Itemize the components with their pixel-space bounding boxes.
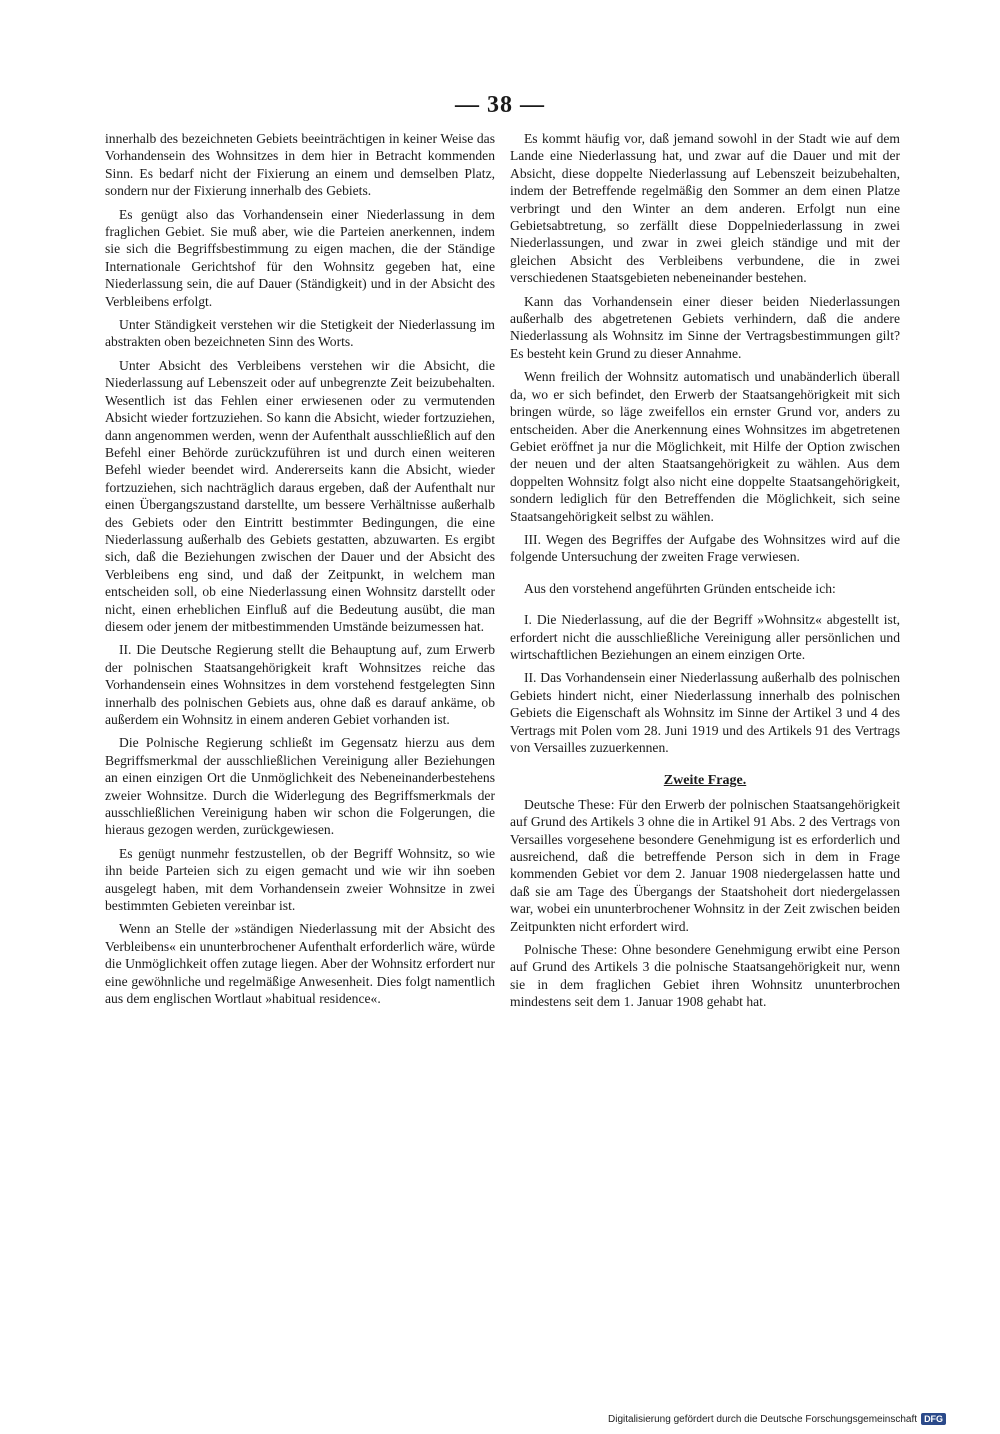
page-number: — 38 —	[455, 92, 545, 118]
paragraph: Aus den vorstehend angeführten Gründen entscheide ich:	[524, 580, 836, 596]
paragraph: Wenn an Stelle der »ständigen Niederlassung mit der Absicht des Verbleibens« ein ununterbrochener Aufenthalt erforderlich wäre, würde die Unmöglichkeit offen zutage liegen. Aber der Wohnsitz erfordert nur eine gewöhnliche und regelmäßige Anwesenheit. Dies folgt namentlich aus dem englischen Wortlaut »habitual residence«.	[105, 921, 495, 1007]
paragraph: Es kommt häufig vor, daß jemand sowohl in der Stadt wie auf dem Lande eine Niederlassung hat, und zwar auf die Dauer und mit der Absicht, diese doppelte Niederlassung auf Lebenszeit beizubehalten, indem der Betreffende regelmäßig den Sommer an dem einen Platze verbringt und den Winter an dem anderen. Erfolgt nun eine Gebietsabtretung, so zerfällt diese Doppelniederlassung in zwei Niederlassungen, und zwar in zwei gleich ständige und mit der gleichen Absicht des Verbleibens verbundene, die in zwei verschiedenen Staatsgebieten nebeneinander bestehen.	[510, 131, 900, 286]
paragraph: innerhalb des bezeichneten Gebiets beeinträchtigen in keiner Weise das Vorhandensein des Wohnsitzes in dem hier in Betracht kommenden Sinn. Es bedarf nicht der Fixierung an einem und demselben Platz, sondern nur der Fixierung innerhalb des Gebiets.	[105, 131, 495, 199]
footer-credit	[608, 1413, 946, 1425]
paragraph: II. Die Deutsche Regierung stellt die Behauptung auf, zum Erwerb der polnischen Staatsangehörigkeit kraft Wohnsitzes reiche das Vorhandensein eines Wohnsitzes in dem vorstehend festgelegten Sinn innerhalb des polnischen Gebiets aus, ohne daß es darauf ankäme, ob außerdem ein Wohnsitz in einem anderen Gebiet vorhanden ist.	[105, 642, 495, 727]
paragraph: III. Wegen des Begriffes der Aufgabe des Wohnsitzes wird auf die folgende Untersuchung der zweiten Frage verwiesen.	[510, 531, 900, 565]
paragraph: Unter Ständigkeit verstehen wir die Stetigkeit der Niederlassung im abstrakten oben bezeichneten Sinn des Worts.	[105, 317, 495, 350]
footer-text: Digitalisierung gefördert durch die Deutsche Forschungsgemeinschaft	[608, 1413, 918, 1425]
right-column	[510, 130, 900, 1017]
paragraph: I. Die Niederlassung, auf die der Begriff »Wohnsitz« abgestellt ist, erfordert nicht die ausschließliche Vereinigung aller persönlichen und wirtschaftlichen Beziehungen an einem einzigen Orte.	[510, 612, 900, 662]
dfg-logo: DFG	[921, 1413, 946, 1425]
paragraph: Deutsche These: Für den Erwerb der polnischen Staatsangehörigkeit auf Grund des Artikels 3 ohne die in Artikel 91 Abs. 2 des Vertrags von Versailles vorgesehene besondere Genehmigung ist es erforderlich und ausreichend, daß die betreffende Person sich in dem in Frage kommenden Gebiet vor dem 2. Januar 1908 niedergelassen hatte und daß sie am Tage des Übergangs der Staatshoheit dort niedergelassen war, wobei ein ununterbrochener Wohnsitz in der Zeit zwischen beiden Zeitpunkten nicht erfordert wird.	[510, 796, 900, 934]
paragraph: Unter Absicht des Verbleibens verstehen wir die Absicht, die Niederlassung auf Lebenszeit oder auf unbegrenzte Zeit beizubehalten. Wesentlich ist das Fehlen einer erwiesenen oder zu vermutenden Absicht wieder fortzuziehen. So kann die Absicht, wieder fortzuziehen, dann angenommen werden, wenn der Aufenthalt ausschließlich auf den Befehl einer Behörde zurückzuführen ist und durch einen weiteren Befehl wieder beendet wird. Andererseits kann die Absicht, wieder fortzuziehen, sich nachträglich daraus ergeben, daß der Aufenthalt nur einen Übergangszustand darstellte, um bessere Verhältnisse außerhalb des Gebiets oder den Eintritt bestimmter Bedingungen, die eine Niederlassung außerhalb des Gebiets gestatten, abzuwarten. Es ergibt sich, daß die Beziehungen zwischen der Dauer und der Absicht des Verbleibens eng sind, und daß der Zeitpunkt, in welchem man entscheiden soll, ob eine Niederlassung einen Wohnsitz darstellt oder nicht, einen erheblichen Einfluß auf die Bedeutung ausübt, die man diesem oder jenem der mitbestimmenden Umstände beizumessen hat.	[105, 357, 495, 634]
paragraph: II. Das Vorhandensein einer Niederlassung außerhalb des polnischen Gebiets hindert nicht, einer Niederlassung innerhalb des polnischen Gebiets die Eigenschaft als Wohnsitz im Sinne der Artikel 3 und 4 des Vertrags mit Polen vom 28. Juni 1919 und des Artikels 91 des Vertrags von Versailles zuzuerkennen.	[510, 670, 900, 755]
paragraph: Die Polnische Regierung schließt im Gegensatz hierzu aus dem Begriffsmerkmal der ausschließlichen Vereinigung aller Beziehungen an einen einzigen Ort die Unmöglichkeit des Nebeneinanderbestehens zweier Wohnsitze. Durch die Widerlegung des Begriffsmerkmals der ausschließlichen Vereinigung haben wir schon die Folgerungen, die hieraus gezogen werden, zurückgewiesen.	[105, 735, 495, 838]
left-column	[105, 130, 495, 1014]
paragraph: Kann das Vorhandensein einer dieser beiden Niederlassungen außerhalb des abgetretenen Gebiets verhindern, daß die andere Niederlassung als Wohnsitz im Sinne der Vertragsbestimmungen gilt? Es besteht kein Grund zu dieser Annahme.	[510, 293, 900, 361]
paragraph: Polnische These: Ohne besondere Genehmigung erwibt eine Person auf Grund des Artikels 3 die polnische Staatsangehörigkeit nur, wenn sie in dem fraglichen Gebiet ihren Wohnsitz ununterbrochen mindestens seit dem 1. Januar 1908 gehabt hat.	[510, 942, 900, 1010]
paragraph: Es genügt also das Vorhandensein einer Niederlassung in dem fraglichen Gebiet. Sie muß aber, wie die Parteien anerkennen, indem sie sich die Begriffsbestimmung zu eigen machen, die der Ständige Internationale Gerichtshof für den Wohnsitz gegeben hat, eine Niederlassung sein, die auf Dauer (Ständigkeit) und in der Absicht des Verbleibens erfolgt.	[105, 206, 495, 309]
paragraph: Es genügt nunmehr festzustellen, ob der Begriff Wohnsitz, so wie ihn beide Parteien sich zu eigen gemacht und wie wir ihn soeben ausgelegt haben, mit dem Vorhandensein zweier Wohnsitze in zwei bestimmten Gebieten vereinbar ist.	[105, 845, 495, 914]
paragraph: Wenn freilich der Wohnsitz automatisch und unabänderlich überall da, wo er sich befindet, den Erwerb der Staatsangehörigkeit mit sich bringen würde, so läge zweifellos ein ernster Grund vor, anders zu entscheiden. Aber die Anerkennung eines Wohnsitzes im abgetretenen Gebiet eröffnet ja nur die Möglichkeit, mit Hilfe der Option zwischen der neuen und der alten Staatsangehörigkeit zu wählen. Aus dem doppelten Wohnsitz folgt also nicht eine doppelte Staatsangehörigkeit, sondern lediglich für den Betreffenden die Möglichkeit, sich seine Staatsangehörigkeit selbst zu wählen.	[510, 369, 900, 524]
section-heading: Zweite Frage.	[663, 773, 747, 789]
